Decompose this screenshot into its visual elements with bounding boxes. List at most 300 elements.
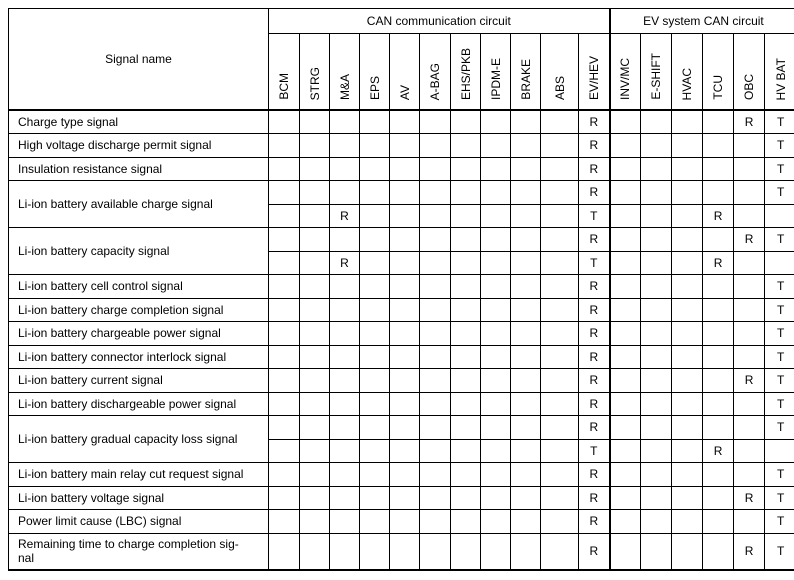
cell-ipdm-e bbox=[481, 439, 511, 463]
cell-av bbox=[390, 134, 420, 158]
cell-ehs-pkb bbox=[451, 416, 481, 440]
cell-strg bbox=[300, 463, 330, 487]
cell-ehs-pkb bbox=[451, 228, 481, 252]
cell-eps bbox=[360, 392, 390, 416]
cell-tcu bbox=[703, 322, 734, 346]
cell-ev-hev: R bbox=[579, 463, 610, 487]
cell-bcm bbox=[269, 298, 300, 322]
ecu-header-label: M&A bbox=[337, 73, 352, 100]
cell-e-shift bbox=[641, 157, 672, 181]
cell-hv-bat: T bbox=[765, 392, 794, 416]
cell-inv-mc bbox=[610, 416, 641, 440]
cell-a-bag bbox=[420, 298, 451, 322]
cell-eps bbox=[360, 251, 390, 275]
table-row bbox=[9, 275, 794, 299]
cell-strg bbox=[300, 392, 330, 416]
cell-obc bbox=[734, 298, 765, 322]
cell-hv-bat: T bbox=[765, 228, 794, 252]
cell-e-shift bbox=[641, 322, 672, 346]
cell-hvac bbox=[672, 486, 703, 510]
cell-brake bbox=[511, 392, 541, 416]
cell-abs bbox=[541, 463, 579, 487]
cell-strg bbox=[300, 533, 330, 570]
cell-ev-hev: R bbox=[579, 275, 610, 299]
cell-eps bbox=[360, 486, 390, 510]
cell-abs bbox=[541, 533, 579, 570]
cell-obc bbox=[734, 439, 765, 463]
cell-ev-hev: R bbox=[579, 392, 610, 416]
cell-e-shift bbox=[641, 345, 672, 369]
cell-a-bag bbox=[420, 510, 451, 534]
cell-strg bbox=[300, 251, 330, 275]
cell-av bbox=[390, 345, 420, 369]
cell-bcm bbox=[269, 392, 300, 416]
cell-tcu bbox=[703, 110, 734, 134]
cell-ehs-pkb bbox=[451, 275, 481, 299]
cell-m-a: R bbox=[330, 204, 360, 228]
cell-e-shift bbox=[641, 275, 672, 299]
cell-m-a bbox=[330, 157, 360, 181]
cell-inv-mc bbox=[610, 439, 641, 463]
cell-brake bbox=[511, 251, 541, 275]
cell-ev-hev: T bbox=[579, 251, 610, 275]
cell-ipdm-e bbox=[481, 533, 511, 570]
table-row bbox=[9, 228, 794, 252]
cell-hv-bat: T bbox=[765, 181, 794, 205]
cell-m-a bbox=[330, 134, 360, 158]
cell-ehs-pkb bbox=[451, 345, 481, 369]
cell-tcu bbox=[703, 369, 734, 393]
ecu-header-label: TCU bbox=[711, 75, 726, 100]
ecu-header-label: EV/HEV bbox=[586, 55, 601, 100]
cell-abs bbox=[541, 157, 579, 181]
cell-obc: R bbox=[734, 486, 765, 510]
cell-hvac bbox=[672, 110, 703, 134]
cell-m-a bbox=[330, 439, 360, 463]
cell-m-a bbox=[330, 298, 360, 322]
cell-brake bbox=[511, 181, 541, 205]
cell-bcm bbox=[269, 439, 300, 463]
cell-m-a bbox=[330, 463, 360, 487]
cell-e-shift bbox=[641, 181, 672, 205]
cell-brake bbox=[511, 533, 541, 570]
cell-e-shift bbox=[641, 392, 672, 416]
cell-ipdm-e bbox=[481, 110, 511, 134]
cell-ipdm-e bbox=[481, 369, 511, 393]
cell-ehs-pkb bbox=[451, 486, 481, 510]
cell-ehs-pkb bbox=[451, 463, 481, 487]
cell-eps bbox=[360, 204, 390, 228]
cell-tcu: R bbox=[703, 251, 734, 275]
signal-name-cell: Li-ion battery dischargeable power signal bbox=[9, 392, 269, 416]
cell-m-a bbox=[330, 416, 360, 440]
cell-ipdm-e bbox=[481, 134, 511, 158]
cell-ehs-pkb bbox=[451, 439, 481, 463]
cell-hv-bat: T bbox=[765, 275, 794, 299]
cell-ev-hev: R bbox=[579, 369, 610, 393]
ecu-header-label: BRAKE bbox=[518, 59, 533, 100]
cell-hv-bat: T bbox=[765, 533, 794, 570]
cell-av bbox=[390, 486, 420, 510]
ecu-header-label: IPDM-E bbox=[488, 58, 503, 100]
cell-av bbox=[390, 275, 420, 299]
cell-av bbox=[390, 463, 420, 487]
cell-a-bag bbox=[420, 157, 451, 181]
cell-a-bag bbox=[420, 486, 451, 510]
cell-eps bbox=[360, 181, 390, 205]
cell-obc bbox=[734, 416, 765, 440]
cell-av bbox=[390, 181, 420, 205]
cell-obc bbox=[734, 322, 765, 346]
cell-abs bbox=[541, 181, 579, 205]
table-row bbox=[9, 463, 794, 487]
cell-strg bbox=[300, 322, 330, 346]
cell-strg bbox=[300, 486, 330, 510]
cell-strg bbox=[300, 298, 330, 322]
cell-abs bbox=[541, 228, 579, 252]
cell-strg bbox=[300, 345, 330, 369]
cell-tcu bbox=[703, 345, 734, 369]
cell-av bbox=[390, 157, 420, 181]
cell-eps bbox=[360, 439, 390, 463]
cell-obc bbox=[734, 392, 765, 416]
cell-inv-mc bbox=[610, 533, 641, 570]
cell-ehs-pkb bbox=[451, 298, 481, 322]
cell-obc bbox=[734, 510, 765, 534]
cell-a-bag bbox=[420, 322, 451, 346]
table-row bbox=[9, 134, 794, 158]
cell-bcm bbox=[269, 463, 300, 487]
cell-inv-mc bbox=[610, 322, 641, 346]
can-communication-circuit-header: CAN communication circuit bbox=[269, 9, 610, 34]
cell-strg bbox=[300, 157, 330, 181]
cell-inv-mc bbox=[610, 392, 641, 416]
cell-strg bbox=[300, 181, 330, 205]
cell-eps bbox=[360, 533, 390, 570]
cell-obc bbox=[734, 251, 765, 275]
cell-obc: R bbox=[734, 533, 765, 570]
ecu-header-tcu bbox=[703, 34, 734, 111]
cell-hv-bat: T bbox=[765, 110, 794, 134]
cell-abs bbox=[541, 439, 579, 463]
cell-strg bbox=[300, 110, 330, 134]
ecu-header-label: INV/MC bbox=[618, 58, 633, 100]
table-row bbox=[9, 298, 794, 322]
cell-brake bbox=[511, 416, 541, 440]
cell-tcu bbox=[703, 298, 734, 322]
cell-brake bbox=[511, 369, 541, 393]
ecu-header-label: HV BAT bbox=[773, 57, 788, 100]
table-row bbox=[9, 486, 794, 510]
cell-tcu bbox=[703, 134, 734, 158]
table-row bbox=[9, 110, 794, 134]
cell-av bbox=[390, 110, 420, 134]
cell-inv-mc bbox=[610, 204, 641, 228]
cell-ev-hev: R bbox=[579, 416, 610, 440]
signal-name-cell: Li-ion battery available charge signal bbox=[9, 181, 269, 228]
cell-brake bbox=[511, 298, 541, 322]
cell-hvac bbox=[672, 369, 703, 393]
cell-e-shift bbox=[641, 110, 672, 134]
cell-bcm bbox=[269, 251, 300, 275]
cell-strg bbox=[300, 510, 330, 534]
cell-hv-bat bbox=[765, 251, 794, 275]
cell-av bbox=[390, 251, 420, 275]
cell-bcm bbox=[269, 416, 300, 440]
ecu-header-a-bag bbox=[420, 34, 451, 111]
cell-abs bbox=[541, 345, 579, 369]
cell-inv-mc bbox=[610, 181, 641, 205]
cell-hvac bbox=[672, 134, 703, 158]
cell-abs bbox=[541, 416, 579, 440]
cell-brake bbox=[511, 134, 541, 158]
cell-hvac bbox=[672, 228, 703, 252]
cell-strg bbox=[300, 228, 330, 252]
cell-eps bbox=[360, 275, 390, 299]
ecu-header-ehs-pkb bbox=[451, 34, 481, 111]
cell-tcu bbox=[703, 181, 734, 205]
cell-bcm bbox=[269, 157, 300, 181]
signal-name-cell: Li-ion battery cell control signal bbox=[9, 275, 269, 299]
cell-abs bbox=[541, 110, 579, 134]
cell-m-a bbox=[330, 322, 360, 346]
cell-av bbox=[390, 228, 420, 252]
table-row bbox=[9, 322, 794, 346]
cell-tcu: R bbox=[703, 439, 734, 463]
cell-e-shift bbox=[641, 251, 672, 275]
cell-ehs-pkb bbox=[451, 134, 481, 158]
cell-bcm bbox=[269, 181, 300, 205]
ecu-header-obc bbox=[734, 34, 765, 111]
cell-ev-hev: R bbox=[579, 510, 610, 534]
signal-name-cell: Li-ion battery voltage signal bbox=[9, 486, 269, 510]
ev-system-can-circuit-header: EV system CAN circuit bbox=[610, 9, 794, 34]
cell-hvac bbox=[672, 204, 703, 228]
cell-inv-mc bbox=[610, 463, 641, 487]
ecu-header-label: E-SHIFT bbox=[649, 53, 664, 100]
cell-m-a bbox=[330, 392, 360, 416]
signal-name-cell: Li-ion battery gradual capacity loss signal bbox=[9, 416, 269, 463]
cell-abs bbox=[541, 275, 579, 299]
cell-tcu bbox=[703, 392, 734, 416]
cell-eps bbox=[360, 510, 390, 534]
ecu-header-m-a bbox=[330, 34, 360, 111]
signal-name-cell: Power limit cause (LBC) signal bbox=[9, 510, 269, 534]
cell-obc: R bbox=[734, 110, 765, 134]
cell-a-bag bbox=[420, 275, 451, 299]
cell-e-shift bbox=[641, 463, 672, 487]
signal-name-header: Signal name bbox=[9, 9, 269, 111]
cell-obc bbox=[734, 134, 765, 158]
cell-e-shift bbox=[641, 439, 672, 463]
cell-strg bbox=[300, 134, 330, 158]
cell-a-bag bbox=[420, 533, 451, 570]
signal-name-cell: High voltage discharge permit signal bbox=[9, 134, 269, 158]
ecu-header-label: EPS bbox=[367, 75, 382, 100]
table-body bbox=[9, 110, 794, 570]
cell-ipdm-e bbox=[481, 275, 511, 299]
signal-name-cell: Remaining time to charge completion sig- nal bbox=[9, 533, 269, 570]
cell-ipdm-e bbox=[481, 486, 511, 510]
cell-inv-mc bbox=[610, 228, 641, 252]
cell-brake bbox=[511, 322, 541, 346]
cell-inv-mc bbox=[610, 134, 641, 158]
cell-tcu bbox=[703, 228, 734, 252]
cell-m-a: R bbox=[330, 251, 360, 275]
cell-inv-mc bbox=[610, 345, 641, 369]
cell-hv-bat: T bbox=[765, 345, 794, 369]
cell-av bbox=[390, 510, 420, 534]
cell-tcu: R bbox=[703, 204, 734, 228]
cell-brake bbox=[511, 204, 541, 228]
cell-hvac bbox=[672, 345, 703, 369]
cell-ev-hev: R bbox=[579, 181, 610, 205]
cell-eps bbox=[360, 463, 390, 487]
cell-obc bbox=[734, 275, 765, 299]
cell-brake bbox=[511, 510, 541, 534]
cell-bcm bbox=[269, 533, 300, 570]
cell-e-shift bbox=[641, 533, 672, 570]
cell-hvac bbox=[672, 463, 703, 487]
cell-a-bag bbox=[420, 134, 451, 158]
ecu-header-label: HVAC bbox=[680, 67, 695, 100]
signal-name-cell: Li-ion battery capacity signal bbox=[9, 228, 269, 275]
cell-inv-mc bbox=[610, 110, 641, 134]
cell-a-bag bbox=[420, 110, 451, 134]
ecu-header-label: OBC bbox=[742, 73, 757, 100]
cell-ev-hev: R bbox=[579, 157, 610, 181]
signal-name-cell: Insulation resistance signal bbox=[9, 157, 269, 181]
cell-bcm bbox=[269, 228, 300, 252]
cell-bcm bbox=[269, 134, 300, 158]
cell-a-bag bbox=[420, 181, 451, 205]
cell-eps bbox=[360, 157, 390, 181]
cell-hv-bat bbox=[765, 439, 794, 463]
cell-bcm bbox=[269, 275, 300, 299]
cell-hvac bbox=[672, 416, 703, 440]
ecu-header-strg bbox=[300, 34, 330, 111]
cell-ev-hev: R bbox=[579, 298, 610, 322]
cell-av bbox=[390, 439, 420, 463]
cell-ipdm-e bbox=[481, 510, 511, 534]
cell-abs bbox=[541, 392, 579, 416]
cell-eps bbox=[360, 369, 390, 393]
cell-e-shift bbox=[641, 416, 672, 440]
ecu-header-label: STRG bbox=[307, 66, 322, 100]
cell-ipdm-e bbox=[481, 322, 511, 346]
cell-ev-hev: R bbox=[579, 110, 610, 134]
cell-strg bbox=[300, 439, 330, 463]
cell-ehs-pkb bbox=[451, 392, 481, 416]
cell-m-a bbox=[330, 181, 360, 205]
cell-hv-bat bbox=[765, 204, 794, 228]
cell-av bbox=[390, 392, 420, 416]
cell-eps bbox=[360, 298, 390, 322]
ecu-header-label: EHS/PKB bbox=[458, 47, 473, 100]
cell-ev-hev: T bbox=[579, 204, 610, 228]
cell-ehs-pkb bbox=[451, 157, 481, 181]
signal-name-cell: Li-ion battery current signal bbox=[9, 369, 269, 393]
cell-inv-mc bbox=[610, 275, 641, 299]
cell-strg bbox=[300, 204, 330, 228]
cell-m-a bbox=[330, 533, 360, 570]
cell-eps bbox=[360, 416, 390, 440]
cell-tcu bbox=[703, 510, 734, 534]
cell-e-shift bbox=[641, 486, 672, 510]
cell-brake bbox=[511, 110, 541, 134]
cell-obc bbox=[734, 463, 765, 487]
table-row bbox=[9, 416, 794, 440]
cell-ehs-pkb bbox=[451, 369, 481, 393]
cell-ev-hev: R bbox=[579, 486, 610, 510]
ecu-header-brake bbox=[511, 34, 541, 111]
cell-bcm bbox=[269, 322, 300, 346]
cell-brake bbox=[511, 228, 541, 252]
cell-strg bbox=[300, 416, 330, 440]
ecu-header-av bbox=[390, 34, 420, 111]
cell-hv-bat: T bbox=[765, 134, 794, 158]
cell-m-a bbox=[330, 510, 360, 534]
cell-hvac bbox=[672, 439, 703, 463]
cell-abs bbox=[541, 510, 579, 534]
table-row bbox=[9, 392, 794, 416]
signal-name-cell: Li-ion battery main relay cut request signal bbox=[9, 463, 269, 487]
cell-m-a bbox=[330, 369, 360, 393]
cell-m-a bbox=[330, 228, 360, 252]
ecu-header-label: AV bbox=[397, 84, 412, 100]
cell-hvac bbox=[672, 157, 703, 181]
cell-eps bbox=[360, 228, 390, 252]
cell-bcm bbox=[269, 510, 300, 534]
cell-ehs-pkb bbox=[451, 251, 481, 275]
cell-brake bbox=[511, 275, 541, 299]
cell-ehs-pkb bbox=[451, 510, 481, 534]
cell-e-shift bbox=[641, 510, 672, 534]
cell-bcm bbox=[269, 204, 300, 228]
cell-a-bag bbox=[420, 228, 451, 252]
cell-hv-bat: T bbox=[765, 157, 794, 181]
cell-ipdm-e bbox=[481, 298, 511, 322]
cell-hv-bat: T bbox=[765, 322, 794, 346]
cell-ipdm-e bbox=[481, 392, 511, 416]
cell-brake bbox=[511, 157, 541, 181]
cell-ipdm-e bbox=[481, 463, 511, 487]
cell-ev-hev: T bbox=[579, 439, 610, 463]
cell-av bbox=[390, 204, 420, 228]
cell-hvac bbox=[672, 251, 703, 275]
cell-tcu bbox=[703, 416, 734, 440]
signal-name-cell: Li-ion battery charge completion signal bbox=[9, 298, 269, 322]
cell-ipdm-e bbox=[481, 204, 511, 228]
cell-ipdm-e bbox=[481, 251, 511, 275]
cell-hv-bat: T bbox=[765, 486, 794, 510]
cell-hvac bbox=[672, 298, 703, 322]
ecu-header-hvac bbox=[672, 34, 703, 111]
cell-tcu bbox=[703, 275, 734, 299]
ecu-header-label: BCM bbox=[277, 73, 291, 100]
ecu-header-abs bbox=[541, 34, 579, 111]
cell-e-shift bbox=[641, 204, 672, 228]
cell-eps bbox=[360, 134, 390, 158]
cell-hvac bbox=[672, 181, 703, 205]
cell-abs bbox=[541, 134, 579, 158]
cell-a-bag bbox=[420, 463, 451, 487]
ecu-header-eps bbox=[360, 34, 390, 111]
cell-hvac bbox=[672, 533, 703, 570]
cell-tcu bbox=[703, 463, 734, 487]
table-row bbox=[9, 345, 794, 369]
cell-ev-hev: R bbox=[579, 345, 610, 369]
